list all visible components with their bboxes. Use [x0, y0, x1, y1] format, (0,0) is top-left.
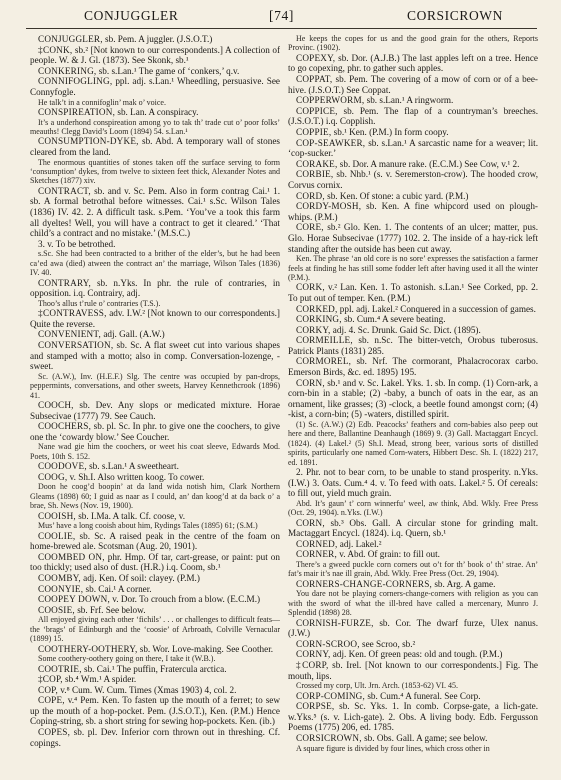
entry-text: sb.¹ and v. Sc. Lakel. Yks. 1. sb. In comp. (1) Corn-ark, a corn-bin in a stable; (2) -baby, a bunch of oats in the ear, as an ornament, like grasses; (3) -clock, a beetle found amongst corn; (4) -kist, a corn-bin; (5) -waters, distilled spirit.: [288, 377, 538, 420]
citation-text: [288, 560, 538, 579]
headword: CORMEILLE,: [296, 335, 353, 346]
dictionary-entry: [288, 691, 538, 702]
entry-text: adj. Ken. Of green peas: old and tough. (P.M.): [330, 649, 503, 660]
headword: CONSUMPTION-DYKE,: [38, 136, 139, 147]
dictionary-entry: [30, 584, 280, 595]
headword: CORN,: [296, 517, 325, 528]
entry-text: sb. Cum.⁴ A severe beating.: [341, 314, 446, 325]
entry-text: sb.² Glo. Ken. 1. The contents of an ulcer; matter, pus. Glo. Horae Subsecivae (1777) 102. 2. The inside of a hay-rick left standing after the outside has been cut away.: [288, 222, 538, 254]
entry-text: sb. I.Ma. A talk. Cf. coose, v.: [75, 510, 186, 521]
headword: ‡COP,: [38, 674, 63, 685]
running-head: [26, 8, 537, 26]
dictionary-entry: [30, 552, 280, 573]
headword: COOTHERY-OOTHERY,: [38, 643, 138, 654]
dictionary-entry: [288, 169, 538, 190]
entry-text: sb. Cai.¹ A corner.: [83, 583, 152, 594]
entry-text: ppl. adj. s.Lan.¹ Wheedling, persuasive. See Connyfogle.: [30, 76, 280, 97]
entry-text: sb. Cor. The dwarf furze, Ulex nanus. (J.W.): [288, 617, 538, 639]
entry-text: sb.⁴ Wm.¹ A spider.: [62, 674, 137, 685]
entry-text: The enormous quantities of stones taken off the surface serving to form ‘consumption’ dykes, from twelve to sixteen feet thick, Alexander Notes and Sketches (1877) xiv.: [30, 157, 280, 186]
entry-text: It’s a underhond conspireation among yo to tak th’ trade cut o’ poor folks’ meauths! Clegg David’s Loom (1894) 54. s.Lan.¹: [30, 117, 280, 136]
dictionary-entry: [30, 472, 280, 483]
dictionary-entry: [30, 695, 280, 727]
entry-text: sb. Dor. A manure rake. (E.C.M.) See Cow, v.¹ 2.: [337, 158, 520, 169]
entry-text: sb. pl. Sc. In phr. to give one the coochers, to give one the ‘cowardy blow.’ See Coucher.: [30, 421, 280, 442]
dictionary-entry: [288, 127, 538, 138]
entry-text: sb. Cai.¹ The puffin, Fratercula arctica.: [81, 663, 227, 674]
dictionary-entry: [288, 356, 538, 377]
entry-text: Mus’ have a long cooish about him, Rydings Tales (1895) 61; (S.M.): [38, 521, 258, 531]
entry-text: sb. Nrf. The cormorant, Phalacrocorax carbo. Emerson Birds, &c. ed. 1895) 195.: [288, 356, 538, 378]
dictionary-entry: [288, 660, 538, 681]
headword: COPEXY,: [296, 52, 336, 63]
entry-text: adj. Ken. Of soil: clayey. (P.M.): [80, 572, 200, 583]
entry-text: adv. I.W.² [Not known to our correspondents.] Quite the reverse.: [30, 308, 280, 329]
dictionary-entry: [30, 664, 280, 675]
citation-text: [288, 34, 538, 53]
dictionary-entry: [30, 594, 280, 605]
entry-text: v.² Lan. Ken. 1. To astonish. s.Lan.¹ See Corked, pp. 2. To put out of temper. Ken. (P.M.): [288, 282, 538, 303]
entry-text: sb.¹ Ken. (P.M.) In form coopy.: [331, 126, 449, 137]
entry-text: sb. s.Lan.¹ A sweetheart.: [86, 461, 179, 472]
dictionary-entry: [288, 138, 538, 159]
dictionary-entry: [288, 579, 538, 590]
headword: CORBIE,: [296, 169, 334, 180]
dictionary-entry: [288, 733, 538, 744]
dictionary-entry: [288, 191, 538, 202]
headword: COOPEY DOWN,: [38, 594, 110, 605]
headword: COOSIE,: [38, 604, 75, 615]
entry-text: Crossed my corp, Ult. Jrn. Arch. (1853-62) VI. 45.: [296, 681, 459, 691]
dictionary-entry: [30, 340, 280, 372]
headword: COPES,: [38, 727, 71, 738]
dictionary-entry: [288, 282, 538, 303]
dictionary-entry: [288, 314, 538, 325]
entry-text: adj. Gall. (A.W.): [101, 329, 165, 340]
dictionary-entry: [30, 727, 280, 748]
entry-text: sb. s.Lan.¹ A ringworm.: [364, 95, 454, 106]
headword: COP-SEAWKER,: [296, 137, 366, 148]
dictionary-entry: [288, 159, 538, 170]
citation-text: [30, 442, 280, 461]
headword: CONNIFOGLING,: [38, 76, 113, 87]
entry-text: sb. Dor. (A.J.B.) The last apples left on a tree. Hence to go copexing, phr. to gather such apples.: [288, 52, 538, 74]
dictionary-entry: [30, 685, 280, 696]
dictionary-entry: [30, 136, 280, 157]
entry-text: v.⁴ Pem. Ken. To fasten up the mouth of a ferret; to sew up the mouth of a hop-pocket. Pem. (J.S.O.T.), Ken. (P.M.) Hence Coping-string, sb. a short string for sewing hop-pockets. Ken. (ib.): [30, 695, 280, 727]
entry-text: v. Abd. Of grain: to fill out.: [336, 549, 440, 560]
entry-text: He keeps the copes for us and the good grain for the others, Reports Provinc. (1902).: [288, 34, 538, 53]
headword: COPPERWORM,: [296, 95, 365, 106]
entry-text: sb. Frf. See below.: [74, 604, 146, 615]
headword: CORK,: [296, 282, 325, 293]
dictionary-entry: [30, 329, 280, 340]
headword: CORMOREL,: [296, 356, 352, 367]
entry-text: sb. pl. Dev. Inferior corn thrown out in threshing. Cf. copings.: [30, 727, 280, 748]
entry-text: phr. Hmp. Of tar, cart-grease, or paint: put on too thickly; used also of dust. (H.R.) i.q. Coom, sb.¹: [30, 551, 280, 573]
headword: CORN-SCROO,: [296, 638, 360, 649]
headword: CORP-COMING,: [296, 690, 366, 701]
dictionary-entry: [30, 461, 280, 472]
headword: CONVENIENT,: [38, 329, 102, 340]
citation-text: [288, 681, 538, 690]
headword: CONVERSATION,: [38, 339, 114, 350]
dictionary-entry: [288, 549, 538, 560]
entry-text: Nane wad gie him the coochers, or weet his coat sleeve, Edwards Mod. Poets, 10th S. 152.: [30, 442, 280, 461]
entry-text: Doon he coog’d boopin’ at da land wida notish him, Clark Northern Gleams (1898) 60; I guid as naar as I could, an’ dan koog’d at da back o’ a brae, Sh. News (Nov. 19, 1900).: [30, 482, 280, 511]
dictionary-entry: [30, 308, 280, 329]
headword: COP,: [38, 684, 58, 695]
entry-text: Ken. The phrase ‘an old core is no sore’ expresses the satisfaction a farmer feels at finding he has still some fodder left after having used it all the winter (P.M.).: [288, 254, 538, 282]
entry-text: sb. Arg. A game.: [432, 578, 496, 589]
left-column: [30, 34, 280, 774]
dictionary-entry: [288, 201, 538, 222]
entry-text: sb. Obs. Gall. A game; see below.: [361, 733, 488, 743]
headword: ‡CORP,: [296, 660, 329, 671]
dictionary-entry: [30, 76, 280, 97]
headword: COPPAT,: [296, 74, 333, 84]
page-number: [74]: [269, 8, 294, 23]
entry-text: s.Sc. She had been contracted to a brither of the elder’s, but he had been ca’ed awa (died) atween the contract an’ the marriage, Wilson Tales (1836) IV. 40.: [30, 249, 280, 278]
headword: CORNISH-FURZE,: [296, 617, 374, 628]
dictionary-entry: [30, 66, 280, 77]
headword: COOLIE,: [38, 530, 76, 541]
headword: COOTRIE,: [38, 663, 82, 674]
headword: CORKING,: [296, 314, 342, 325]
dictionary-entry: [288, 618, 538, 639]
headword: CORNY,: [296, 649, 331, 660]
entry-text: sb. Ken. Of stone: a cubic yard. (P.M.): [324, 190, 469, 201]
dictionary-entry: [288, 325, 538, 336]
entry-text: sb. n.Sc. The bitter-vetch, Orobus tuberosus. Patrick Plants (1831) 285.: [288, 335, 538, 356]
headword: CORDY-MOSH,: [296, 201, 362, 212]
citation-text: [30, 98, 280, 107]
citation-text: [30, 372, 280, 400]
dictionary-entry: [288, 518, 538, 539]
dictionary-entry: [288, 467, 538, 499]
header-rule: [26, 28, 537, 29]
headword: CORKY,: [296, 324, 331, 335]
citation-text: [288, 254, 538, 282]
dictionary-entry: [30, 421, 280, 442]
dictionary-entry: [288, 335, 538, 356]
headword: COPPIE,: [296, 126, 332, 137]
dictionary-entry: [30, 674, 280, 685]
entry-text: sb. Pem. The covering of a mow of corn or of a bee-hive. (J.S.O.T.) See Coppat.: [288, 74, 538, 95]
dictionary-entry: [288, 701, 538, 733]
entry-text: v.⁸ Cum. W. Cum. Times (Xmas 1903) 4, col. 2.: [57, 684, 237, 695]
entry-text: sb.³ Obs. Gall. A circular stone for grinding malt. Mactaggart Encycl. (1824). i.q. Quern, sb.¹: [288, 517, 538, 539]
citation-text: [30, 615, 280, 643]
headword: CONSPIREATION,: [38, 106, 116, 117]
entry-text: sb. Irel. [Not known to our correspondents.] Fig. The mouth, lips.: [288, 660, 538, 681]
entry-text: sb. and v. Sc. Pem. Also in form contrag Cai.¹ 1. sb. A formal betrothal before witnesses. Cai.¹ s.Sc. Wilson Tales (1836) IV. 42. 2. A difficult task. s.Pem. ‘You’ve a took this farm all dyeltes! Well, you will have a contract to get it cleared.’ ‘That child’s a contract and no mistake.’ (M.S.C.): [30, 185, 280, 239]
dictionary-entry: [30, 278, 280, 299]
entry-text: Abd. It’s gaun’ t’ corn winnerfu’ weel, aw think, Abd. Wkly. Free Press (Oct. 29, 1904). n.Yks. (I.W.): [288, 498, 538, 518]
citation-text: [288, 420, 538, 467]
dictionary-entry: [288, 639, 538, 650]
entry-text: sb.² [Not known to our correspondents.] A collection of people. W. & J. Gl. (1873). See Skonk, sb.¹: [30, 44, 280, 66]
headword: CORN,: [296, 377, 325, 388]
headword: CORSICROWN,: [296, 733, 362, 743]
dictionary-entry: [30, 511, 280, 522]
entry-text: sb. Nhb.¹ (s. v. Seremerston-crow). The hooded crow, Corvus cornix.: [288, 169, 538, 190]
dictionary-entry: [30, 186, 280, 239]
dictionary-entry: [288, 74, 538, 95]
citation-text: [30, 299, 280, 308]
headword: COOCHERS,: [38, 421, 92, 432]
citation-text: [30, 521, 280, 530]
headword: COOG,: [38, 471, 68, 482]
headword: COOMBY,: [38, 572, 81, 583]
dictionary-entry: [30, 34, 280, 45]
entry-text: A square figure is divided by four lines, which cross other in: [296, 743, 490, 753]
headword: ‡CONK,: [38, 44, 73, 55]
citation-text: [288, 744, 538, 753]
dictionary-entry: [288, 106, 538, 127]
dictionary-entry: [288, 378, 538, 420]
headword: CORNER,: [296, 549, 337, 560]
entry-text: sb. Dev. Any slops or medicated mixture. Horae Subsecivae (1777) 79. See Cauch.: [30, 399, 280, 421]
entry-text: 3. v. To be betrothed.: [38, 238, 116, 249]
headword: CORAKE,: [296, 158, 338, 169]
dictionary-entry: [288, 53, 538, 74]
entry-text: adj. 4. Sc. Drunk. Gaid Sc. Dict. (1895).: [330, 324, 481, 335]
citation-text: [288, 589, 538, 617]
headword: COONYIE,: [38, 583, 84, 594]
headword: COODOVE,: [38, 461, 87, 472]
entry-text: Thoo’s allus t’rule o’ contraries (T.S.).: [38, 298, 161, 308]
entry-text: sb. Cum.⁴ A funeral. See Corp.: [365, 690, 481, 701]
dictionary-entry: [288, 304, 538, 315]
headword: CORPSE,: [296, 701, 335, 712]
entry-text: Some coothery-oothery going on there, I take it (W.B.).: [38, 654, 216, 664]
headword: CORNERS-CHANGE-CORNERS,: [296, 578, 433, 589]
headword: CORKED,: [296, 303, 338, 314]
dictionary-entry: [30, 605, 280, 616]
entry-text: sb. Abd. A temporary wall of stones cleared from the land.: [30, 136, 280, 157]
dictionary-entry: [30, 531, 280, 552]
dictionary-entry: [30, 400, 280, 421]
headword: COOISH,: [38, 510, 76, 521]
citation-text: [30, 249, 280, 277]
entry-text: v. Sh.I. Also written koog. To cower.: [67, 471, 205, 482]
entry-text: sb. Pem. The flap of a countryman’s breeches. (J.S.O.T.) i.q. Copplish.: [288, 105, 538, 127]
headword: COOCH,: [38, 399, 74, 410]
headword: CONTRARY,: [38, 277, 91, 288]
entry-text: ppl. adj. Lakel.² Conquered in a succession of games.: [337, 303, 536, 314]
dictionary-entry: [288, 95, 538, 106]
entry-text: sb. Sc. A raised peak in the centre of the foam on home-brewed ale. Scotsman (Aug. 20, 1901).: [30, 530, 280, 552]
entry-text: v. Dor. To crouch from a blow. (E.C.M.): [109, 594, 261, 605]
entry-text: He talk’t in a connifoglin’ mak o’ voice.: [38, 97, 166, 107]
entry-text: (1) Sc. (A.W.) (2) Edb. Peacocks’ feathers and corn-babies also peep out here and there, Ballantine Deanhaugh (1869) 9. (3) Gall. Mactaggart Encycl. (1824). (4) Lakel.² (5) Sh.I. Mead, strong beer, various sorts of distilled spirits, particularly one named Corn-waters, Hibbert Desc. Sh. I. (1822) 217, ed. 1891.: [288, 420, 538, 467]
headword: CONTRACT,: [38, 185, 91, 196]
entry-text: There’s a gweed puckle corn corners out o’t for th’ book o’ th’ strae. An’ fat’s mair it’s nae ill grain, Abd. Wkly. Free Press (Oct. 29, 1904).: [288, 560, 538, 579]
right-column: [288, 34, 538, 774]
headword: COOMBED ON,: [38, 551, 105, 562]
citation-text: [288, 499, 538, 518]
dictionary-entry: [30, 45, 280, 66]
headword: CONKERING,: [38, 65, 97, 76]
headword: COPPICE,: [296, 105, 338, 116]
entry-text: sb. s.Lan.¹ The game of ‘conkers,’ q.v.: [96, 65, 240, 76]
citation-text: [30, 118, 280, 137]
entry-text: sb. Lan. A conspiracy.: [115, 106, 199, 117]
entry-text: sb. s.Lan.¹ A sarcastic name for a weaver; lit. ‘cop-sucker.’: [288, 137, 538, 159]
citation-text: [30, 482, 280, 510]
header-left-word: CONJUGGLER: [84, 8, 179, 23]
dictionary-entry: [30, 573, 280, 584]
entry-text: see Scroo, sb.²: [359, 638, 416, 649]
headword: COPE,: [38, 695, 65, 706]
dictionary-entry: [30, 107, 280, 118]
dictionary-entry: [30, 644, 280, 655]
entry-text: Sc. (A.W.), Inv. (H.E.F.) Slg. The centre was occupied by pan-drops, peppermints, conversations, and other sweets, Harvey Kennethcrook (1896) 41.: [30, 371, 280, 400]
headword: CONJUGGLER,: [38, 34, 103, 44]
entry-text: 2. Phr. not to bear corn, to be unable to stand prosperity. n.Yks. (I.W.) 3. Oats. Cum.⁴ 4. v. To feed with oats. Lakel.² 5. Of cereals: to fill out, yield much grain.: [288, 467, 538, 499]
dictionary-entry: [288, 222, 538, 254]
entry-text: sb. Ken. A fine whipcord used on plough-whips. (P.M.): [288, 201, 538, 222]
dictionary-entry: [288, 649, 538, 660]
citation-text: [30, 654, 280, 663]
citation-text: [30, 158, 280, 186]
entry-text: sb. Sc. A flat sweet cut into various shapes and stamped with a motto; also in comp. Conversation-lozenge, -sweet.: [30, 339, 280, 372]
header-right-word: CORSICROWN: [406, 8, 503, 23]
entry-text: sb. Wor. Love-making. See Coother.: [137, 643, 274, 654]
entry-text: sb. Sc. Yks. 1. In comb. Corpse-gate, a lich-gate. w.Yks.⁵ (s. v. Lich-gate). 2. Obs. A living body. Edb. Fergusson Poems (1775) 206, ed. 1785.: [288, 701, 538, 733]
entry-text: All enjoyed giving each other ‘fichils’ . . . or challenges to difficult feats—the ‘brags’ of Edinburgh and the ‘coosie’ of Arbroath, Colville Vernacular (1899) 15.: [30, 615, 280, 644]
headword: CORD,: [296, 190, 325, 201]
headword: CORNED,: [296, 538, 338, 549]
dictionary-entry: [288, 539, 538, 550]
entry-text: You dare not be playing corners-change-corners with religion as you can with the sword of what the ill-bred have called a mercenary, Munro J. Splendid (1898) 28.: [288, 589, 538, 618]
entry-text: sb. Pem. A juggler. (J.S.O.T.): [102, 34, 213, 44]
entry-text: sb. n.Yks. In phr. the rule of contraries, in opposition. i.q. Contrairy, adj.: [30, 277, 280, 299]
headword: ‡CONTRAVESS,: [38, 308, 107, 319]
dictionary-entry: [30, 239, 280, 250]
entry-text: adj. Lakel.²: [337, 538, 382, 549]
headword: CORE,: [296, 222, 324, 233]
